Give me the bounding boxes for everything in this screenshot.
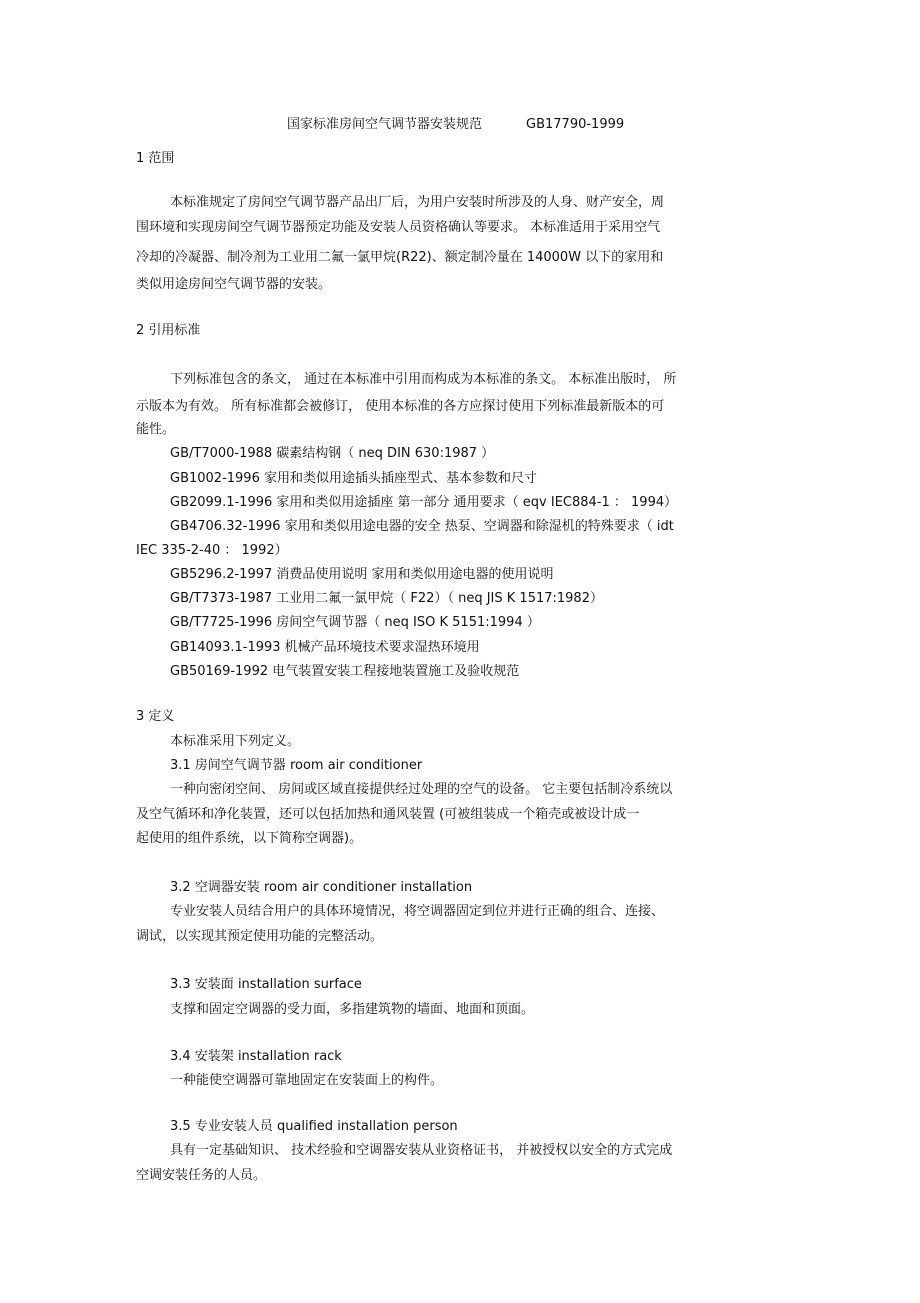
definition-line: 及空气循环和净化装置，还可以包括加热和通风装置 (可被组装成一个箱壳或被设计成一	[136, 807, 640, 822]
section-2-line: 能性。	[136, 422, 176, 437]
reference-item: GB50169-1992 电气装置安装工程接地装置施工及验收规范	[170, 664, 520, 679]
reference-item: GB14093.1-1993 机械产品环境技术要求湿热环境用	[170, 640, 480, 655]
document-title	[287, 116, 624, 134]
definition-line: 调试，以实现其预定使用功能的完整活动。	[136, 929, 384, 944]
section-2-line: 下列标准包含的条文， 通过在本标准中引用而构成为本标准的条文。 本标准出版时， 所	[170, 372, 677, 387]
title-name: 国家标准房间空气调节器安装规范	[287, 117, 483, 132]
reference-item: GB5296.2-1997 消费品使用说明 家用和类似用途电器的使用说明	[170, 567, 554, 582]
reference-item-continued: IEC 335-2-40 ： 1992）	[136, 543, 288, 558]
section-3-intro: 本标准采用下列定义。	[170, 734, 301, 749]
definition-line: 专业安装人员结合用户的具体环境情况，将空调器固定到位并进行正确的组合、连接、	[170, 904, 665, 919]
section-2-line: 示版本为有效。 所有标准都会被修订， 使用本标准的各方应探讨使用下列标准最新版本的可	[136, 399, 665, 414]
title-code: GB17790-1999	[526, 117, 625, 132]
reference-item: GB4706.32-1996 家用和类似用途电器的安全 热泵、空调器和除湿机的特殊要求（ idt	[170, 519, 674, 534]
definition-3-5-title: 3.5 专业安装人员 qualified installation person	[170, 1119, 458, 1134]
reference-item: GB/T7725-1996 房间空气调节器（ neq ISO K 5151:1994 ）	[170, 615, 540, 630]
definition-line: 一种能使空调器可靠地固定在安装面上的构件。	[170, 1073, 444, 1088]
section-1-line: 本标准规定了房间空气调节器产品出厂后，为用户安装时所涉及的人身、财产安全，周	[170, 195, 665, 210]
definition-3-4-title: 3.4 安装架 installation rack	[170, 1049, 342, 1064]
definition-line: 空调安装任务的人员。	[136, 1168, 267, 1183]
reference-item: GB2099.1-1996 家用和类似用途插座 第一部分 通用要求（ eqv IEC884-1 ： 1994）	[170, 495, 678, 510]
section-1-line: 类似用途房间空气调节器的安装。	[136, 277, 332, 292]
definition-3-2-title: 3.2 空调器安装 room air conditioner installation	[170, 880, 473, 895]
section-2-heading: 2 引用标准	[136, 323, 201, 338]
definition-line: 支撑和固定空调器的受力面，多指建筑物的墙面、地面和顶面。	[170, 1002, 535, 1017]
reference-item: GB/T7000-1988 碳素结构钢（ neq DIN 630:1987 ）	[170, 446, 495, 461]
reference-item: GB1002-1996 家用和类似用途插头插座型式、基本参数和尺寸	[170, 471, 537, 486]
definition-3-1-title: 3.1 房间空气调节器 room air conditioner	[170, 758, 423, 773]
section-1-heading: 1 范围	[136, 151, 175, 166]
reference-item: GB/T7373-1987 工业用二氟一氯甲烷（ F22）（ neq JIS K 1517:1982）	[170, 591, 603, 606]
definition-line: 起使用的组件系统，以下简称空调器)。	[136, 831, 363, 846]
definition-3-3-title: 3.3 安装面 installation surface	[170, 977, 362, 992]
definition-line: 一种向密闭空间、 房间或区域直接提供经过处理的空气的设备。 它主要包括制冷系统以	[170, 782, 673, 797]
section-1-line: 围环境和实现房间空气调节器预定功能及安装人员资格确认等要求。 本标准适用于采用空气	[136, 220, 661, 235]
definition-line: 具有一定基础知识、 技术经验和空调器安装从业资格证书， 并被授权以安全的方式完成	[170, 1143, 673, 1158]
section-1-line: 冷却的冷凝器、制冷剂为工业用二氟一氯甲烷(R22)、额定制冷量在 14000W 以下的家用和	[136, 250, 664, 265]
section-3-heading: 3 定义	[136, 709, 175, 724]
